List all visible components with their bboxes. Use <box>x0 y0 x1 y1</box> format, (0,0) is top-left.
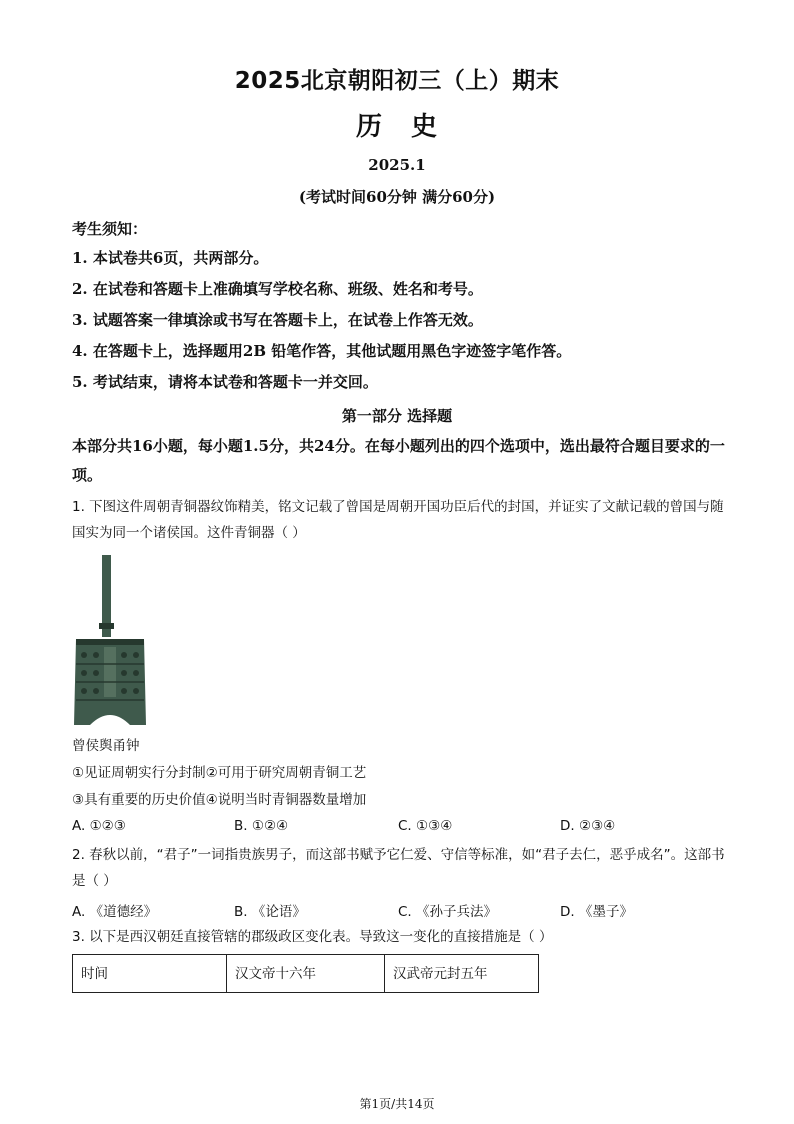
question-1-statement: ③具有重要的历史价值④说明当时青铜器数量增加 <box>72 792 367 808</box>
subject-char-1: 历 <box>355 112 383 142</box>
bronze-bell-image <box>70 555 150 730</box>
question-1-statement: ①见证周朝实行分封制②可用于研究周朝青铜工艺 <box>72 765 367 781</box>
subject-heading <box>0 106 794 143</box>
question-1-options <box>72 818 732 838</box>
option-a[interactable]: A. 《道德经》 <box>72 904 158 920</box>
table-header-cell: 汉文帝十六年 <box>227 955 385 993</box>
subject-char-2: 史 <box>411 112 439 142</box>
notice-item: 1. 本试卷共6页，共两部分。 <box>72 249 269 267</box>
option-d[interactable]: D. ②③④ <box>560 818 616 834</box>
question-1-caption: 曾侯舆甬钟 <box>72 738 140 754</box>
table-header-cell: 汉武帝元封五年 <box>385 955 539 993</box>
option-d[interactable]: D. 《墨子》 <box>560 904 633 920</box>
exam-time-note: (考试时间60分钟 满分60分) <box>298 188 496 206</box>
exam-date: 2025.1 <box>368 156 426 174</box>
option-b[interactable]: B. 《论语》 <box>234 904 306 920</box>
notice-item: 4. 在答题卡上，选择题用2B 铅笔作答，其他试题用黑色字迹签字笔作答。 <box>72 342 572 360</box>
notice-item: 2. 在试卷和答题卡上准确填写学校名称、班级、姓名和考号。 <box>72 280 483 298</box>
notice-list <box>72 248 571 403</box>
page-footer: 第1页/共14页 <box>359 1097 435 1111</box>
table-header-cell: 时间 <box>73 955 227 993</box>
question-2-options <box>72 900 732 920</box>
question-1-stem: 1. 下图这件周朝青铜器纹饰精美，铭文记载了曾国是周朝开国功臣后代的封国，并证实了文献记载的曾国与随国实为同一个诸侯国。这件青铜器（ ） <box>72 499 724 541</box>
question-3-stem: 3. 以下是西汉朝廷直接管辖的郡级政区变化表。导致这一变化的直接措施是（ ） <box>72 929 553 945</box>
notice-item: 5. 考试结束，请将本试卷和答题卡一并交回。 <box>72 373 378 391</box>
table-row <box>73 955 539 993</box>
page-title: 2025北京朝阳初三（上）期末 <box>234 68 560 94</box>
section-title: 第一部分 选择题 <box>341 407 453 425</box>
notice-item: 3. 试题答案一律填涂或书写在答题卡上，在试卷上作答无效。 <box>72 311 483 329</box>
option-c[interactable]: C. 《孙子兵法》 <box>398 904 498 920</box>
option-c[interactable]: C. ①③④ <box>398 818 453 834</box>
option-a[interactable]: A. ①②③ <box>72 818 126 834</box>
question-2-stem: 2. 春秋以前，“君子”一词指贵族男子，而这部书赋予它仁爱、守信等标准，如“君子去仁，恶乎成名”。这部书是（ ） <box>72 847 725 889</box>
section-description: 本部分共16小题，每小题1.5分，共24分。在每小题列出的四个选项中，选出最符合题目要求的一项。 <box>72 437 725 484</box>
notice-title: 考生须知： <box>72 220 148 238</box>
option-b[interactable]: B. ①②④ <box>234 818 289 834</box>
question-3-table <box>72 954 539 993</box>
